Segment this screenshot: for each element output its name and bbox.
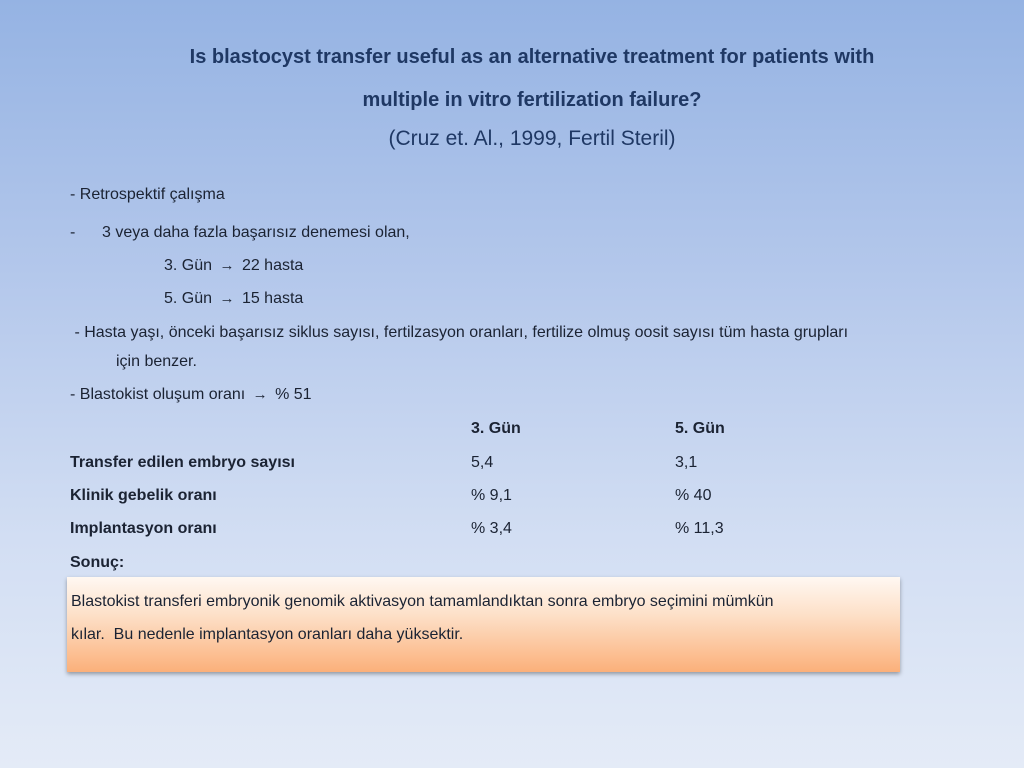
table-row-label: Transfer edilen embryo sayısı: [70, 454, 295, 471]
title-line-2: multiple in vitro fertilization failure?: [362, 89, 702, 111]
dash-marker: -: [70, 224, 76, 241]
study-type: - Retrospektif çalışma: [70, 186, 225, 203]
day3-label: 3. Gün: [164, 257, 213, 274]
title-line-1: Is blastocyst transfer useful as an alternative treatment for patients with: [189, 46, 875, 68]
table-cell-day3: % 3,4: [471, 520, 512, 537]
day3-patients: [164, 257, 303, 275]
table-cell-day3: % 9,1: [471, 487, 512, 504]
similarity-line-1: - Hasta yaşı, önceki başarısız siklus sayısı, fertilzasyon oranları, fertilize olmuş oosit sayısı tüm hasta grupları: [70, 324, 849, 341]
blastocyst-rate: [70, 386, 312, 404]
table-row-label: Klinik gebelik oranı: [70, 487, 217, 504]
conclusion-text: [71, 585, 891, 651]
conclusion-label: Sonuç:: [70, 554, 125, 571]
table-cell-day3: 5,4: [471, 454, 494, 471]
conclusion-line-2: kılar. Bu nedenle implantasyon oranları daha yüksektir.: [71, 626, 464, 643]
table-cell-day5: % 11,3: [675, 520, 724, 537]
patients-text: 3 veya daha fazla başarısız denemesi olan,: [102, 224, 410, 241]
day3-count: 22 hasta: [241, 257, 304, 274]
blastocyst-rate-value: % 51: [275, 386, 312, 403]
right-arrow-icon: →: [252, 386, 268, 403]
blastocyst-rate-label: - Blastokist oluşum oranı: [70, 386, 246, 403]
similarity-line-2: için benzer.: [116, 353, 197, 370]
title-citation: (Cruz et. Al., 1999, Fertil Steril): [388, 127, 676, 150]
table-row-label: Implantasyon oranı: [70, 520, 217, 537]
table-header-day3: 3. Gün: [471, 420, 521, 437]
day5-label: 5. Gün: [164, 290, 213, 307]
table-cell-day5: 3,1: [675, 454, 698, 471]
right-arrow-icon: →: [219, 290, 235, 307]
day5-count: 15 hasta: [241, 290, 304, 307]
day5-patients: [164, 290, 303, 308]
slide-title: [100, 36, 964, 156]
right-arrow-icon: →: [219, 257, 235, 274]
table-header-day5: 5. Gün: [675, 420, 725, 437]
conclusion-line-1: Blastokist transferi embryonik genomik aktivasyon tamamlandıktan sonra embryo seçimini mümkün: [71, 593, 774, 610]
table-cell-day5: % 40: [675, 487, 712, 504]
conclusion-box: [67, 577, 900, 672]
